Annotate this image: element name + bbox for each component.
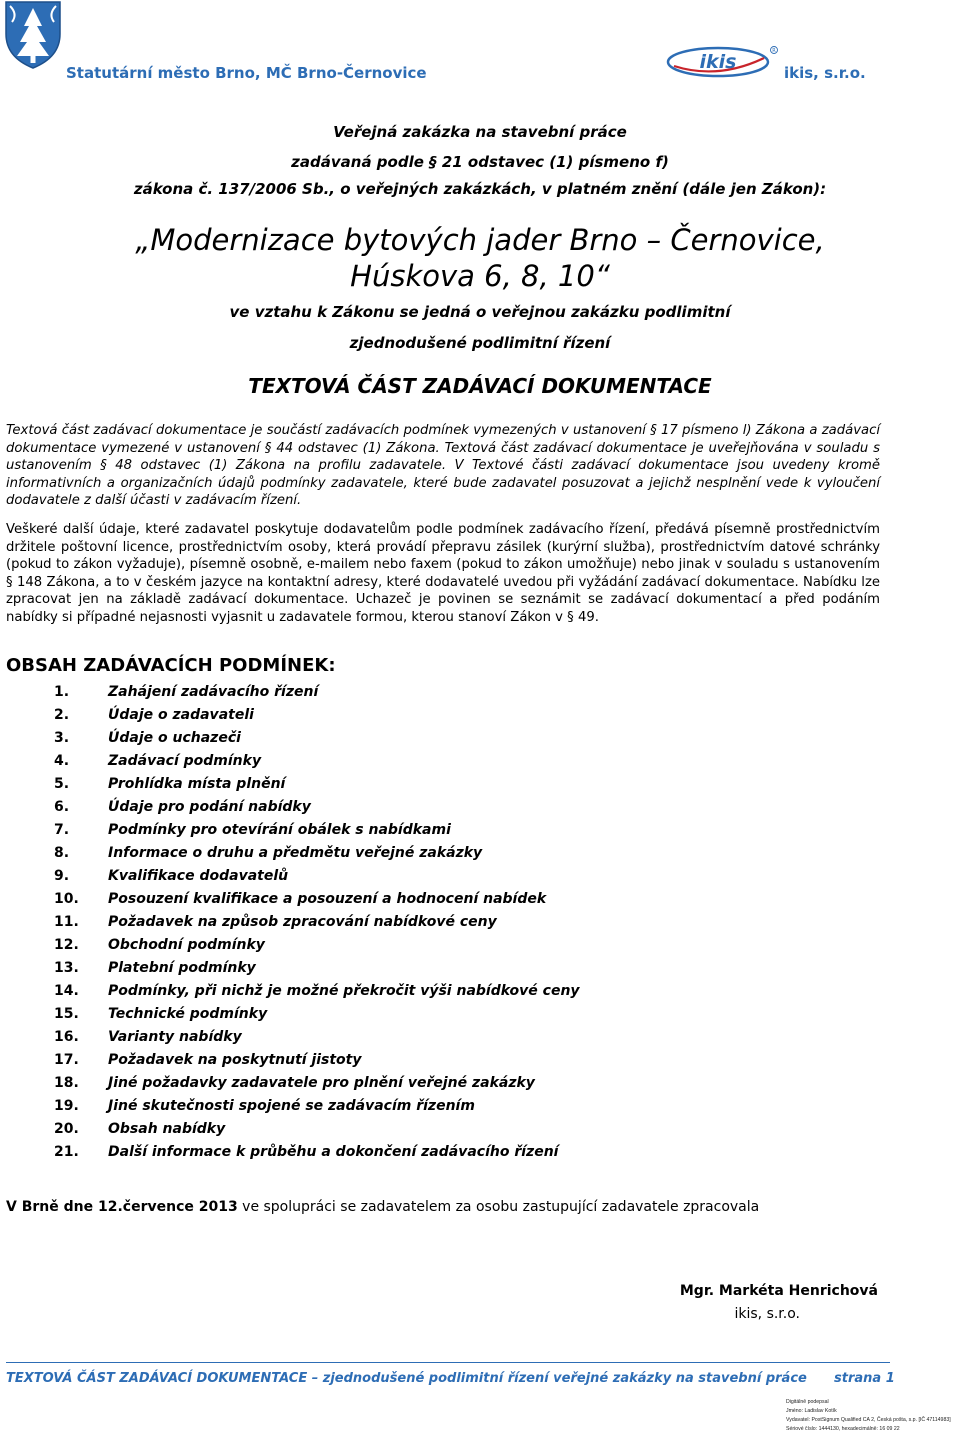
svg-text:R: R [772, 48, 776, 54]
list-item: 5. Prohlídka místa plnění [54, 776, 286, 792]
list-item: 3. Údaje o uchazeči [54, 730, 241, 746]
list-item: 14. Podmínky, při nichž je možné překročit výši nabídkové ceny [54, 983, 580, 999]
footer-divider [6, 1362, 890, 1363]
contents-list [54, 681, 854, 1164]
list-item: 16. Varianty nabídky [54, 1029, 242, 1045]
paragraph-1: Textová část zadávací dokumentace je součástí zadávacích podmínek vymezených v ustanovení § 17 písmeno l) Zákona a zadávací dokumentace vymezené v ustanovení § 44 odstavec (1) Zákona. Textová část zadávací dokumentace je uveřejňována v souladu s ustanovením § 48 odstavec (1) Zákona na profilu zadavatele. V Textové části zadávací dokumentace jsou uvedeny kromě informativních a organizačních údajů podmínky zadavatele, které bude zadavatel posuzovat a jejichž nesplnění vede k vyloučení dodavatele z další účasti v zadávacím řízení. [6, 423, 880, 509]
footer-title: TEXTOVÁ ČÁST ZADÁVACÍ DOKUMENTACE – zjednodušené podlimitní řízení veřejné zakázky na stavební práce [6, 1371, 807, 1386]
signer-firm: ikis, s.r.o. [734, 1306, 800, 1322]
date-rest: ve spolupráci se zadavatelem za osobu zastupující zadavatele zpracovala [237, 1199, 760, 1215]
list-item: 4. Zadávací podmínky [54, 753, 262, 769]
list-item: 1. Zahájení zadávacího řízení [54, 684, 319, 700]
list-item: 15. Technické podmínky [54, 1006, 268, 1022]
document-title-line-1: „Modernizace bytových jader Brno – Černovice, [135, 223, 825, 257]
intro-line-3: zákona č. 137/2006 Sb., o veřejných zakázkách, v platném znění (dále jen Zákon): [133, 180, 827, 198]
intro-line-1: Veřejná zakázka na stavební práce [333, 123, 627, 141]
list-item: 12. Obchodní podmínky [54, 937, 265, 953]
list-item: 8. Informace o druhu a předmětu veřejné zakázky [54, 845, 483, 861]
digital-signature-line-3: Vydavatel: PostSignum Qualified CA 2, Česká pošta, s.p. [IČ 47114983] [786, 1417, 951, 1423]
list-item: 7. Podmínky pro otevírání obálek s nabídkami [54, 822, 451, 838]
list-item: 2. Údaje o zadavateli [54, 707, 254, 723]
subtitle-line-2: zjednodušené podlimitní řízení [349, 334, 611, 352]
digital-signature-line-1: Digitálně podepsal [786, 1399, 829, 1405]
list-item: 17. Požadavek na poskytnutí jistoty [54, 1052, 362, 1068]
signer-name: Mgr. Markéta Henrichová [679, 1283, 878, 1299]
list-item: 19. Jiné skutečnosti spojené se zadávacím řízením [54, 1098, 475, 1114]
header-left-title: Statutární město Brno, MČ Brno-Černovice [66, 64, 427, 82]
subtitle-line-1: ve vztahu k Zákonu se jedná o veřejnou zakázku podlimitní [229, 303, 731, 321]
ikis-logo-text: ikis [699, 51, 737, 73]
list-item: 13. Platební podmínky [54, 960, 256, 976]
document-title-line-2: Húskova 6, 8, 10“ [350, 259, 610, 293]
paragraph-2: Veškeré další údaje, které zadavatel poskytuje dodavatelům podle podmínek zadávacího řízení, předává písemně prostřednictvím držitele poštovní licence, prostřednictvím osoby, která provádí přepravu zásilek (kurýrní služba), prostřednictvím datové schránky (pokud to zákon vyžaduje), písemně osobně, e-mailem nebo faxem (pokud to zákon umožňuje) nebo jinak v souladu s ustanovením § 148 Zákona, a to v českém jazyce na kontaktní adresy, které dodavatelé uvedou při vyžádání zadávací dokumentace. Nabídku lze zpracovat jen na základě zadávací dokumentace. Uchazeč je povinen se seznámit se zadávací dokumentací a před podáním nabídky si případné nejasnosti vyjasnit u zadavatele formou, kterou stanoví Zákon v § 49. [6, 522, 880, 625]
list-item: 11. Požadavek na způsob zpracování nabídkové ceny [54, 914, 497, 930]
digital-signature-line-2: Jméno: Ladislav Kotík [786, 1408, 837, 1414]
digital-signature-line-4: Sériové číslo: 1444130, hexadecimálně: 16 09 22 [786, 1426, 900, 1432]
coat-of-arms-icon [4, 0, 62, 70]
list-item: 6. Údaje pro podání nabídky [54, 799, 311, 815]
list-item: 21. Další informace k průběhu a dokončení zadávacího řízení [54, 1144, 559, 1160]
intro-line-2: zadávaná podle § 21 odstavec (1) písmeno f) [291, 153, 669, 171]
list-item: 20. Obsah nabídky [54, 1121, 226, 1137]
date-bold: V Brně dne 12.července 2013 [6, 1199, 238, 1215]
list-item: 9. Kvalifikace dodavatelů [54, 868, 289, 884]
list-item: 18. Jiné požadavky zadavatele pro plnění veřejné zakázky [54, 1075, 535, 1091]
date-line [6, 1199, 759, 1215]
section-heading: TEXTOVÁ ČÁST ZADÁVACÍ DOKUMENTACE [248, 374, 712, 398]
list-item: 10. Posouzení kvalifikace a posouzení a hodnocení nabídek [54, 891, 547, 907]
page-number: strana 1 [834, 1371, 895, 1386]
ikis-logo [666, 44, 782, 80]
header-right-title: ikis, s.r.o. [784, 64, 866, 82]
contents-heading: OBSAH ZADÁVACÍCH PODMÍNEK: [6, 655, 336, 676]
